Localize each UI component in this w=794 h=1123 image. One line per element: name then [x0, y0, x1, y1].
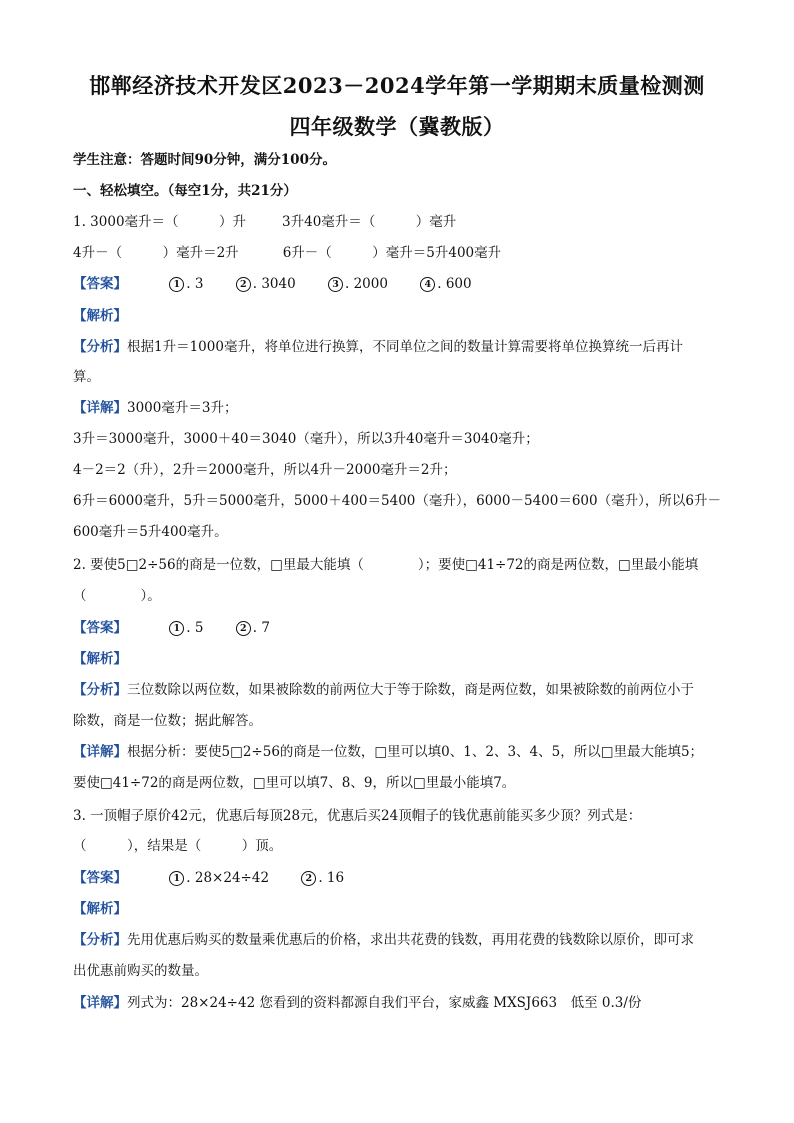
jiexi-tag: 【解析】	[73, 308, 127, 324]
answer-item	[236, 618, 270, 638]
answer-item	[169, 274, 203, 294]
circled-number: 2	[236, 277, 251, 292]
q3-stem-2: （ ），结果是（ ）顶。	[73, 838, 283, 854]
answer-value: . 16	[318, 870, 345, 886]
answer-item	[169, 618, 203, 638]
circled-number: 2	[301, 871, 316, 886]
circled-number: 4	[420, 277, 435, 292]
q2-answer-row	[73, 618, 298, 638]
analysis-text: 根据1升＝1000毫升，将单位进行换算，不同单位之间的数量计算需要将单位换算统一后再计	[127, 339, 683, 355]
q1-line2b: 6升－（ ）毫升＝5升400毫升	[282, 245, 502, 261]
analysis-tag: 【分析】	[73, 682, 127, 698]
answer-value: . 3040	[252, 276, 296, 292]
detail-tag: 【详解】	[73, 400, 127, 416]
answer-item	[301, 868, 344, 888]
answer-value: . 3	[186, 276, 204, 292]
detail-text: 根据分析：要使5□2÷56的商是一位数，□里可以填0、1、2、3、4、5，所以□里最大能填5；	[127, 744, 704, 760]
q1-detail-1	[73, 398, 237, 418]
q3-analysis-2: 出优惠前购买的数量。	[73, 963, 208, 979]
answer-item	[328, 274, 388, 294]
q2-detail-2: 要使□41÷72的商是两位数，□里可以填7、8、9，所以□里最小能填7。	[73, 775, 516, 791]
q1-line2a: 4升－（ ）毫升＝2升	[73, 245, 239, 261]
analysis-tag: 【分析】	[73, 932, 127, 948]
answer-item	[169, 868, 269, 888]
jiexi-tag: 【解析】	[73, 901, 127, 917]
q1-line-2	[73, 243, 501, 263]
answer-value: . 28×24÷42	[186, 870, 270, 886]
detail-text: 3000毫升＝3升；	[127, 400, 238, 416]
jiexi-tag: 【解析】	[73, 651, 127, 667]
circled-number: 2	[236, 621, 251, 636]
q1-line-1	[73, 212, 456, 232]
q3-answer-row	[73, 868, 372, 888]
q1-detail-2: 3升＝3000毫升，3000＋40＝3040（毫升），所以3升40毫升＝3040毫升；	[73, 431, 539, 447]
answer-value: . 7	[252, 620, 270, 636]
q1-analysis-2: 算。	[73, 369, 100, 385]
student-notice: 学生注意：答题时间90分钟，满分100分。	[73, 152, 336, 168]
q1-answer-row	[73, 274, 500, 294]
q1-analysis-1	[73, 337, 683, 357]
answer-value: . 600	[437, 276, 472, 292]
q3-detail-1	[73, 993, 641, 1013]
q2-stem-2: （ ）。	[73, 588, 161, 604]
circled-number: 1	[169, 871, 184, 886]
q3-stem-1: 3. 一顶帽子原价42元，优惠后每顶28元，优惠后买24顶帽子的钱优惠前能买多少顶？列式是：	[73, 808, 642, 824]
answer-tag: 【答案】	[73, 276, 127, 292]
answer-value: . 2000	[345, 276, 388, 292]
q1-detail-3: 4－2＝2（升），2升＝2000毫升，所以4升－2000毫升＝2升；	[73, 462, 457, 478]
page-title: 邯郸经济技术开发区2023－2024学年第一学期期末质量检测测	[89, 73, 705, 98]
analysis-tag: 【分析】	[73, 339, 127, 355]
detail-tag: 【详解】	[73, 744, 127, 760]
answer-tag: 【答案】	[73, 870, 127, 886]
q1-line1b: 3升40毫升＝（ ）毫升	[282, 214, 457, 230]
q2-stem-1: 2. 要使5□2÷56的商是一位数，□里最大能填（ ）；要使□41÷72的商是两位数，□里最小能填	[73, 557, 699, 573]
answer-item	[420, 274, 471, 294]
section-heading: 一、轻松填空。（每空1分，共21分）	[73, 183, 297, 199]
circled-number: 3	[328, 277, 343, 292]
page-subtitle: 四年级数学（冀教版）	[289, 114, 505, 139]
circled-number: 1	[169, 277, 184, 292]
q2-detail-1	[73, 742, 703, 762]
q2-analysis-1	[73, 680, 694, 700]
detail-text: 列式为：28×24÷42 您看到的资料都源自我们平台，家威鑫 MXSJ663 低至 0.3/份	[127, 995, 642, 1011]
detail-tag: 【详解】	[73, 995, 127, 1011]
q1-detail-5: 600毫升＝5升400毫升。	[73, 524, 228, 540]
analysis-text: 先用优惠后购买的数量乘优惠后的价格，求出共花费的钱数，再用花费的钱数除以原价，即可求	[127, 932, 694, 948]
analysis-text: 三位数除以两位数，如果被除数的前两位大于等于除数，商是两位数，如果被除数的前两位小于	[127, 682, 694, 698]
q1-line1a: 1. 3000毫升＝（ ）升	[73, 214, 247, 230]
answer-item	[236, 274, 296, 294]
q3-analysis-1	[73, 930, 694, 950]
answer-tag: 【答案】	[73, 620, 127, 636]
q1-detail-4: 6升＝6000毫升，5升＝5000毫升，5000＋400＝5400（毫升），6000－5400＝600（毫升），所以6升－	[73, 493, 721, 509]
q2-analysis-2: 除数，商是一位数；据此解答。	[73, 713, 262, 729]
circled-number: 1	[169, 621, 184, 636]
answer-value: . 5	[186, 620, 204, 636]
